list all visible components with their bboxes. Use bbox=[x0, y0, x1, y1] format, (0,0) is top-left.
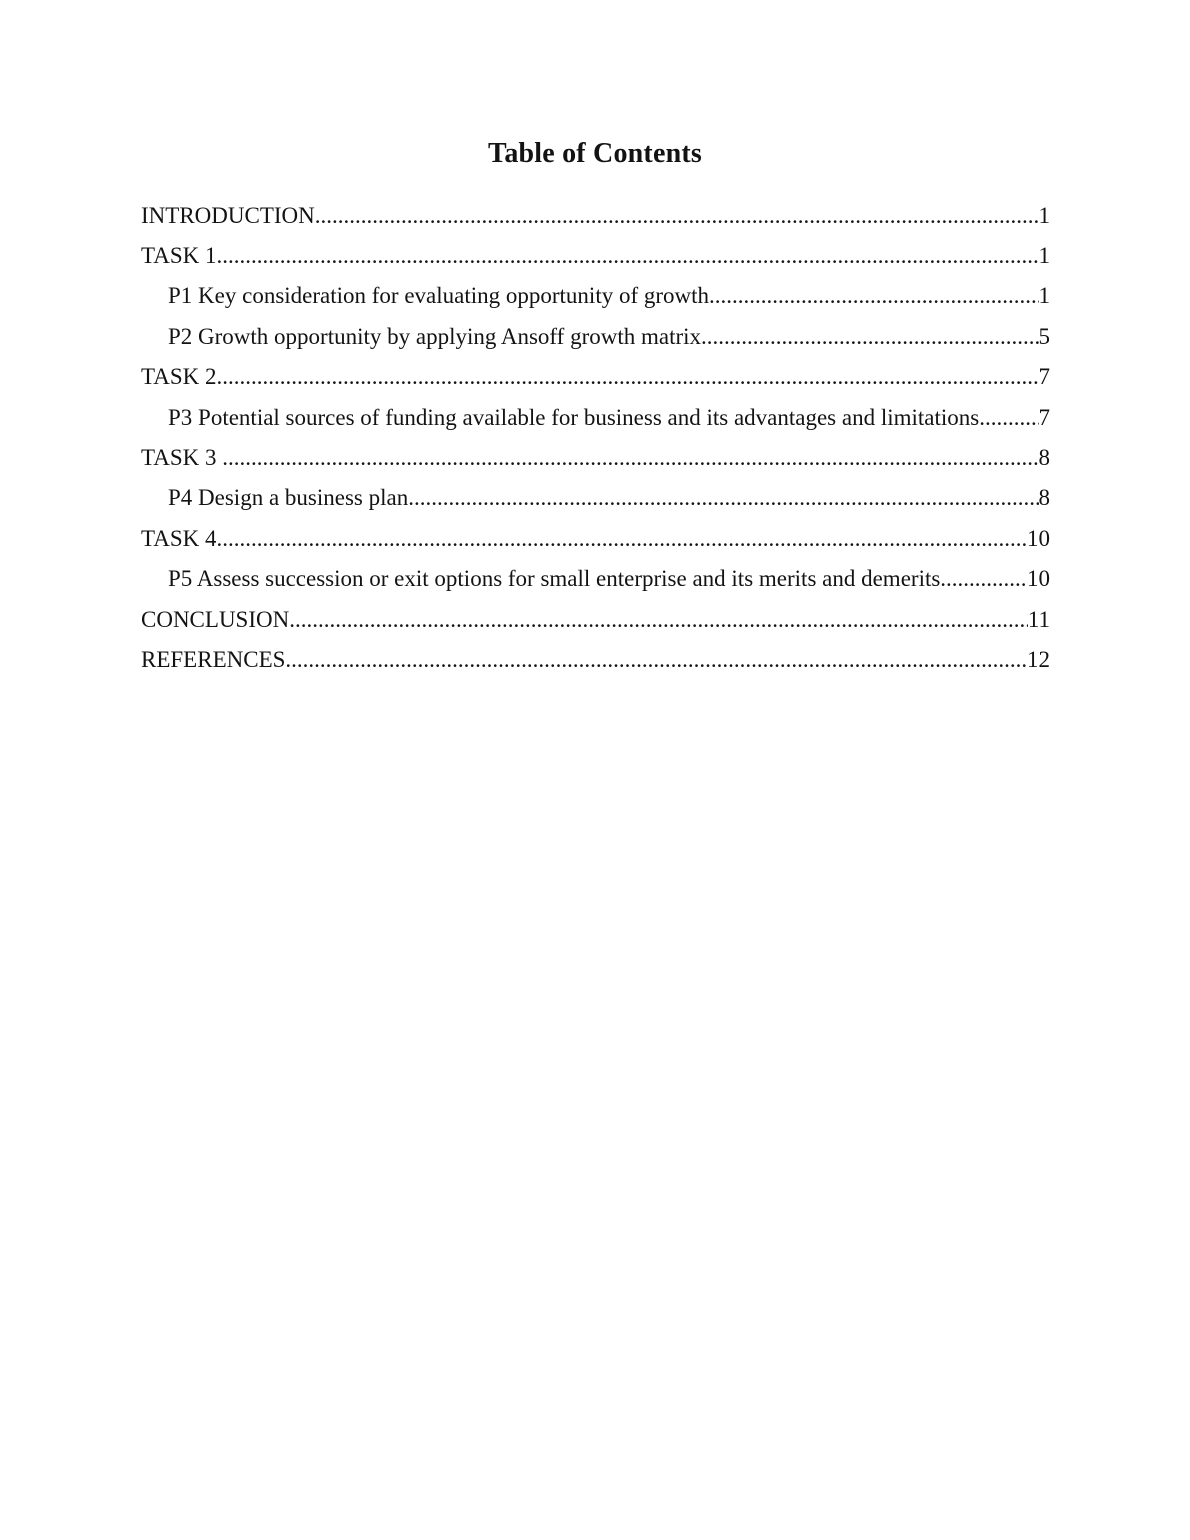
toc-entry-page-number: 11 bbox=[1027, 606, 1050, 632]
toc-entry-page-number: 1 bbox=[1038, 283, 1050, 309]
table-of-contents bbox=[0, 196, 1190, 681]
toc-entry-page-number: 10 bbox=[1027, 566, 1050, 592]
toc-entry-page-number: 1 bbox=[1038, 242, 1050, 268]
toc-entry-page-number: 7 bbox=[1038, 404, 1050, 430]
toc-entry-p2 bbox=[141, 317, 1050, 357]
toc-entry-task-4 bbox=[141, 519, 1050, 559]
toc-entry-page-number: 5 bbox=[1038, 323, 1050, 349]
dot-leader bbox=[216, 236, 1038, 276]
dot-leader bbox=[216, 519, 1027, 559]
toc-entry-p3 bbox=[141, 398, 1050, 438]
toc-entry-page-number: 1 bbox=[1038, 202, 1050, 228]
toc-entry-p4 bbox=[141, 478, 1050, 518]
dot-leader bbox=[408, 478, 1038, 518]
dot-leader bbox=[285, 640, 1027, 680]
toc-entry-label: P1 Key consideration for evaluating opportunity of growth bbox=[168, 283, 710, 309]
toc-entry-label: CONCLUSION bbox=[141, 606, 290, 632]
toc-entry-label: P5 Assess succession or exit options for small enterprise and its merits and demerits bbox=[168, 566, 941, 592]
toc-entry-label: REFERENCES bbox=[141, 646, 286, 672]
toc-entry-label: P3 Potential sources of funding available for business and its advantages and limitations bbox=[168, 404, 980, 430]
dot-leader bbox=[315, 196, 1039, 236]
dot-leader bbox=[709, 276, 1038, 316]
toc-entry-references bbox=[141, 640, 1050, 680]
dot-leader bbox=[701, 317, 1038, 357]
toc-entry-label: TASK 4 bbox=[141, 525, 217, 551]
dot-leader bbox=[940, 559, 1027, 599]
page-title: Table of Contents bbox=[488, 138, 702, 169]
toc-entry-task-1 bbox=[141, 236, 1050, 276]
toc-entry-label: P2 Growth opportunity by applying Ansoff growth matrix bbox=[168, 323, 702, 349]
toc-entry-page-number: 8 bbox=[1038, 485, 1050, 511]
toc-entry-p1 bbox=[141, 276, 1050, 316]
toc-entry-p5 bbox=[141, 559, 1050, 599]
dot-leader bbox=[222, 438, 1038, 478]
toc-entry-label: TASK 1 bbox=[141, 242, 217, 268]
toc-entry-page-number: 12 bbox=[1027, 646, 1050, 672]
toc-entry-label: INTRODUCTION bbox=[141, 202, 315, 228]
toc-entry-label: TASK 2 bbox=[141, 364, 217, 390]
toc-entry-task-3 bbox=[141, 438, 1050, 478]
toc-entry-page-number: 10 bbox=[1027, 525, 1050, 551]
toc-entry-page-number: 8 bbox=[1038, 444, 1050, 470]
dot-leader bbox=[216, 357, 1038, 397]
toc-entry-conclusion bbox=[141, 600, 1050, 640]
dot-leader bbox=[289, 600, 1028, 640]
toc-entry-label: TASK 3 bbox=[141, 444, 223, 470]
toc-entry-task-2 bbox=[141, 357, 1050, 397]
toc-entry-label: P4 Design a business plan bbox=[168, 485, 409, 511]
dot-leader bbox=[979, 398, 1038, 438]
toc-entry-page-number: 7 bbox=[1038, 364, 1050, 390]
toc-entry-introduction bbox=[141, 196, 1050, 236]
